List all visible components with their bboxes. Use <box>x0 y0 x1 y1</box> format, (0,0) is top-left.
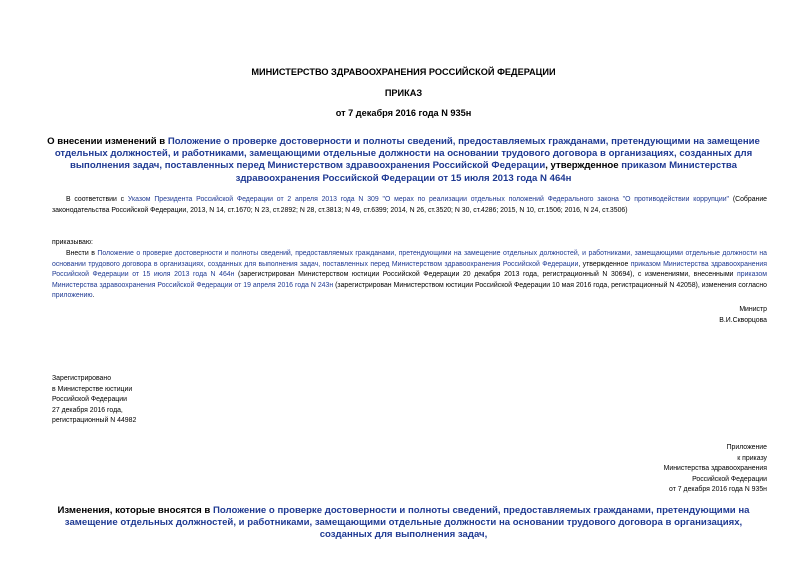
main-paragraph <box>52 249 767 302</box>
main-mid3: (зарегистрирован Министерством юстиции Российской Федерации 10 мая 2016 года, регистрационный N 42058), изменения согласно <box>333 281 767 289</box>
order-heading: ПРИКАЗ <box>384 88 423 98</box>
title-link-order-464n[interactable]: приказом Министерства здравоохранения Российской Федерации от 15 июля 2013 года N 464н <box>235 160 738 184</box>
order-date: от 7 декабря 2016 года N 935н <box>335 108 472 118</box>
main-prefix: Внести в <box>66 250 98 257</box>
main-mid2: (зарегистрирован Министерством юстиции Российской Федерации 20 декабря 2013 года, регистрационный N 30694), с изменениями, внесенными <box>234 271 737 279</box>
orders-word: приказываю: <box>52 239 93 246</box>
main-link-regulation[interactable]: Положение о проверке достоверности и полноты сведений, предоставляемых гражданами, претендующими на замещение отдельных должностей, и работниками, замещающими отдельные должности на основании трудового договора в организациях, созданных для выполнения задач, поставленных перед Министерством здравоохранения Российской Федерации <box>52 250 767 268</box>
main-end: . <box>92 292 95 300</box>
title-link-regulation[interactable]: Положение о проверке достоверности и полноты сведений, предоставляемых гражданами, претендующими на замещение отдельных должностей, и работниками, замещающими отдельные должности на основании трудового договора в организациях, созданных для выполнения задач, поставленных перед Министерством здравоохранения Российской Федерации <box>54 136 760 172</box>
ministry-heading: МИНИСТЕРСТВО ЗДРАВООХРАНЕНИЯ РОССИЙСКОЙ ФЕДЕРАЦИИ <box>251 67 556 77</box>
appendix-line: от 7 декабря 2016 года N 935н <box>669 486 767 494</box>
appendix-line: Российской Федерации <box>692 475 767 483</box>
changes-link-regulation[interactable]: Положение о проверке достоверности и полноты сведений, предоставляемых гражданами, претендующими на замещение отдельных должностей, и работниками, замещающими отдельные должности на основании трудового договора в организациях, созданных для выполнения задач, <box>64 505 750 541</box>
main-link-order-243n[interactable]: приказом Министерства здравоохранения Российской Федерации от 19 апреля 2016 года N 243н <box>52 271 767 289</box>
appendix-line: Приложение <box>726 444 767 451</box>
signer-name: В.И.Скворцова <box>719 316 767 324</box>
registration-line: Зарегистрировано <box>52 375 112 382</box>
basis-link-decree-309[interactable]: Указом Президента Российской Федерации от 2 апреля 2013 года N 309 "О мерах по реализации отдельных положений Федерального закона "О противодействии коррупции" <box>127 196 730 203</box>
main-mid1: , утвержденное <box>578 260 631 268</box>
basis-paragraph <box>52 195 767 216</box>
appendix-block <box>567 443 767 496</box>
main-link-order-464n[interactable]: приказом Министерства здравоохранения Российской Федерации от 15 июля 2013 года N 464н <box>52 260 767 279</box>
registration-line: регистрационный N 44982 <box>52 417 137 425</box>
title-middle: , утвержденное <box>545 160 622 172</box>
signer-position: Министр <box>739 306 767 313</box>
registration-line: 27 декабря 2016 года, <box>52 406 123 414</box>
registration-line: в Министерстве юстиции <box>52 385 133 393</box>
appendix-line: Министерства здравоохранения <box>663 465 767 473</box>
basis-prefix: В соответствии с <box>66 196 128 203</box>
basis-suffix: (Собрание законодательства Российской Федерации, 2013, N 14, ст.1670; N 23, ст.2892; N 28, ст.3813; N 49, ст.6399; 2014, N 26, ст.3520; N 30, ст.4286; 2015, N 10, ст.1506; 2016, N 24, ст.3506) <box>52 196 768 214</box>
appendix-line: к приказу <box>737 454 767 462</box>
document-title <box>40 136 767 185</box>
main-link-appendix[interactable]: приложению <box>52 292 93 300</box>
signer-block <box>567 305 767 326</box>
registration-block <box>52 374 252 427</box>
changes-title <box>40 505 767 542</box>
registration-line: Российской Федерации <box>52 396 127 404</box>
changes-prefix: Изменения, которые вносятся в <box>57 505 213 516</box>
title-prefix: О внесении изменений в <box>47 136 168 147</box>
